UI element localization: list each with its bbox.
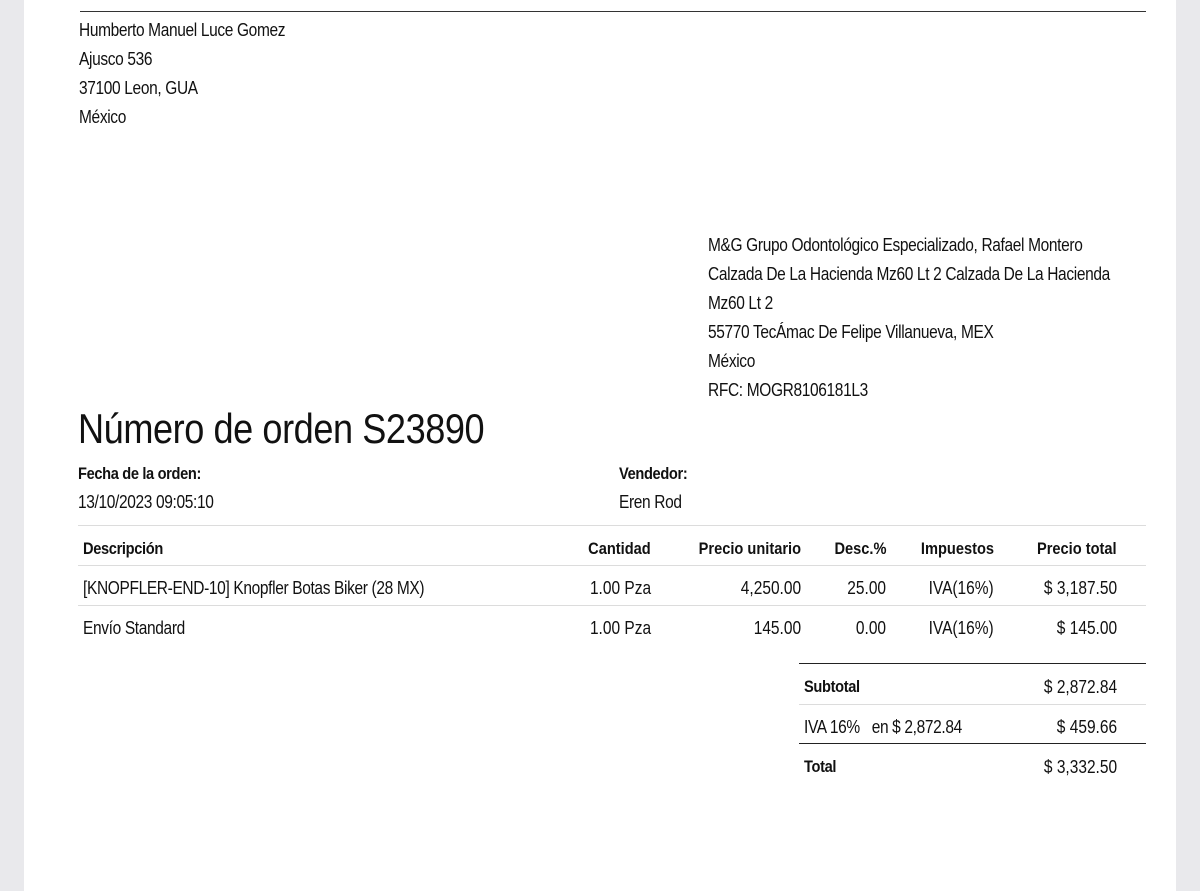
customer-city: 37100 Leon, GUA	[79, 78, 198, 98]
order-date-value: 13/10/2023 09:05:10	[78, 492, 214, 512]
row-divider	[78, 605, 1146, 606]
header-description: Descripción	[83, 539, 163, 558]
header-quantity: Cantidad	[588, 539, 651, 558]
row-description: Envío Standard	[83, 618, 185, 638]
company-line-1: M&G Grupo Odontológico Especializado, Rafael Montero	[708, 235, 1083, 255]
tax-value: $ 459.66	[1056, 717, 1117, 737]
company-line-2: Calzada De La Hacienda Mz60 Lt 2 Calzada De La Hacienda	[708, 264, 1110, 284]
header-unit-price: Precio unitario	[698, 539, 801, 558]
header-discount: Desc.%	[833, 539, 886, 558]
seller-value: Eren Rod	[619, 492, 682, 512]
seller-label: Vendedor:	[619, 464, 688, 483]
tax-label: IVA 16% en $ 2,872.84	[804, 717, 962, 737]
company-line-3: Mz60 Lt 2	[708, 293, 773, 313]
totals-top-divider	[799, 663, 1146, 664]
tax-divider	[799, 743, 1146, 744]
document-page	[24, 0, 1176, 891]
company-line-4: 55770 TecÁmac De Felipe Villanueva, MEX	[708, 322, 994, 342]
order-date-label: Fecha de la orden:	[78, 464, 201, 483]
header-taxes: Impuestos	[920, 539, 994, 558]
row-discount: 25.00	[847, 578, 886, 598]
customer-country: México	[79, 107, 126, 127]
order-title: Número de orden S23890	[78, 405, 485, 452]
top-divider	[80, 11, 1146, 12]
company-rfc: RFC: MOGR8106181L3	[708, 380, 868, 400]
customer-name: Humberto Manuel Luce Gomez	[79, 20, 286, 40]
total-label: Total	[804, 757, 837, 776]
customer-street: Ajusco 536	[79, 49, 153, 69]
row-taxes: IVA(16%)	[928, 578, 994, 598]
row-total: $ 145.00	[1056, 618, 1117, 638]
header-total: Precio total	[1037, 539, 1117, 558]
row-description: [KNOPFLER-END-10] Knopfler Botas Biker (28 MX)	[83, 578, 425, 598]
company-country: México	[708, 351, 755, 371]
table-top-divider	[78, 525, 1146, 526]
row-discount: 0.00	[855, 618, 886, 638]
header-divider	[78, 565, 1146, 566]
total-value: $ 3,332.50	[1043, 757, 1117, 777]
subtotal-label: Subtotal	[804, 677, 860, 696]
row-unit-price: 4,250.00	[740, 578, 801, 598]
row-total: $ 3,187.50	[1043, 578, 1117, 598]
row-taxes: IVA(16%)	[928, 618, 994, 638]
subtotal-value: $ 2,872.84	[1043, 677, 1117, 697]
row-unit-price: 145.00	[753, 618, 801, 638]
row-quantity: 1.00 Pza	[589, 618, 651, 638]
subtotal-divider	[799, 704, 1146, 705]
row-quantity: 1.00 Pza	[589, 578, 651, 598]
